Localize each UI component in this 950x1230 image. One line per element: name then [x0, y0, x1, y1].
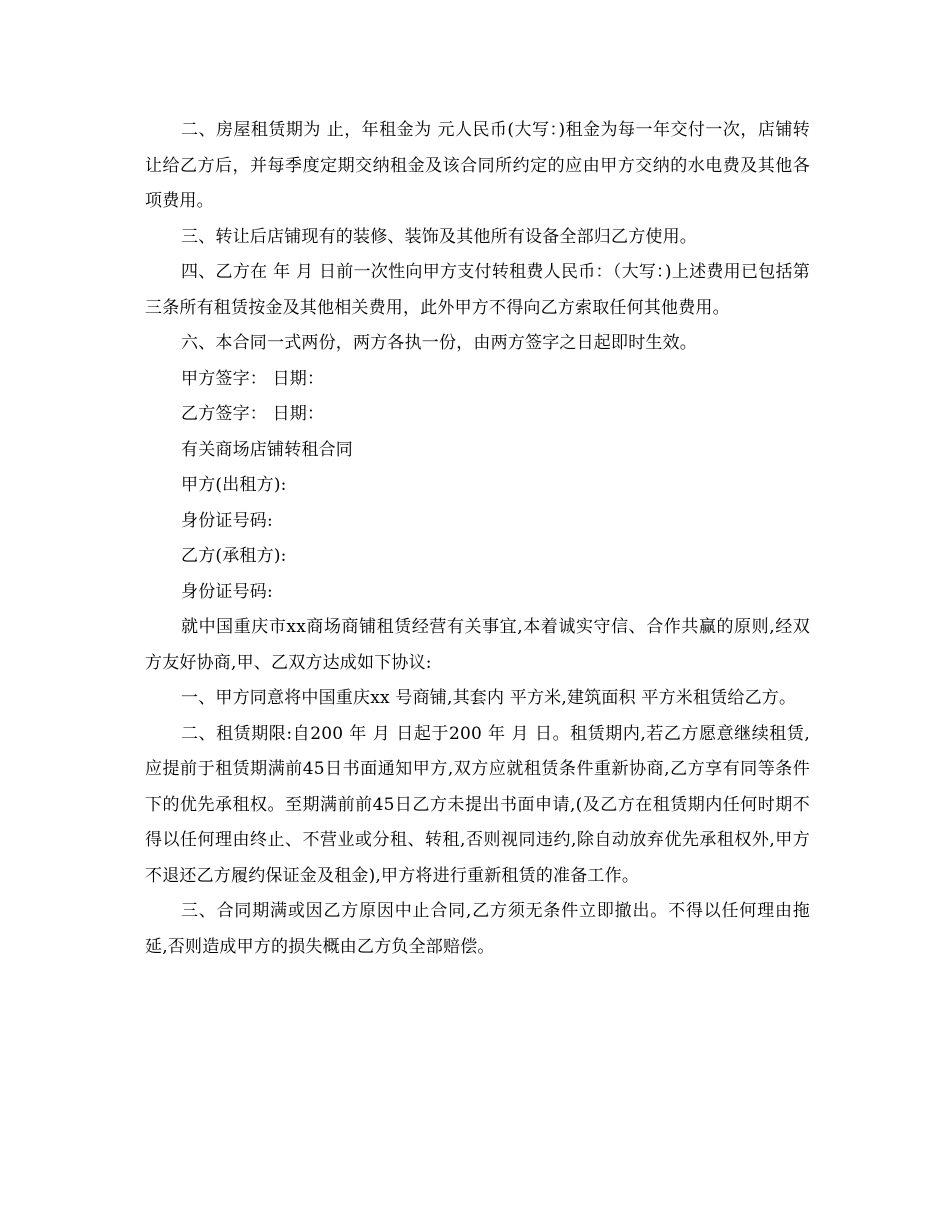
clause-premises: 一、甲方同意将中国重庆xx 号商铺,其套内 平方米,建筑面积 平方米租赁给乙方。 [181, 688, 797, 708]
party-b-id-number: 身份证号码: [181, 581, 273, 602]
contract-title: 有关商场店铺转租合同 [181, 439, 353, 460]
party-a-lessor: 甲方(出租方): [181, 475, 287, 495]
clause-termination: 三、合同期满或因乙方原因中止合同,乙方须无条件立即撤出。不得以任何理由拖延,否则造成甲方的损失概由乙方负全部赔偿。 [145, 901, 810, 957]
paragraph-transfer-fee: 四、乙方在 年 月 日前一次性向甲方支付转租费人民币：（大写：)上述费用已包括第三条所有租赁按金及其他相关费用，此外甲方不得向乙方索取任何其他费用。 [145, 262, 810, 318]
paragraph-fixtures: 三、转让后店铺现有的装修、装饰及其他所有设备全部归乙方使用。 [181, 226, 697, 247]
paragraph-preamble: 就中国重庆市xx商场商铺租赁经营有关事宜,本着诚实守信、合作共赢的原则,经双方友好协商,甲、乙双方达成如下协议: [145, 617, 810, 673]
signature-party-b: 乙方签字： 日期： [181, 404, 325, 424]
paragraph-effectiveness: 六、本合同一式两份，两方各执一份，由两方签字之日起即时生效。 [181, 333, 697, 353]
party-b-lessee: 乙方(承租方): [181, 546, 287, 566]
document-body [145, 113, 810, 965]
signature-party-a: 甲方签字： 日期： [181, 368, 325, 389]
paragraph-rent-term: 二、房屋租赁期为 止，年租金为 元人民币(大写：)租金为每一年交付一次，店铺转让给乙方后，并每季度定期交纳租金及该合同所约定的应由甲方交纳的水电费及其他各项费用。 [145, 120, 810, 211]
party-a-id-number: 身份证号码: [181, 510, 273, 531]
clause-lease-term: 二、租赁期限:自200 年 月 日起于200 年 月 日。租赁期内,若乙方愿意继续租赁,应提前于租赁期满前45日书面通知甲方,双方应就租赁条件重新协商,乙方享有同等条件下的优先承租权。至期满前前45日乙方未提出书面申请,(及乙方在租赁期内任何时期不得以任何理由终止、不营业或分租、转租,否则视同违约,除自动放弃优先承租权外,甲方不退还乙方履约保证金及租金),甲方将进行重新租赁的准备工作。 [145, 723, 810, 886]
